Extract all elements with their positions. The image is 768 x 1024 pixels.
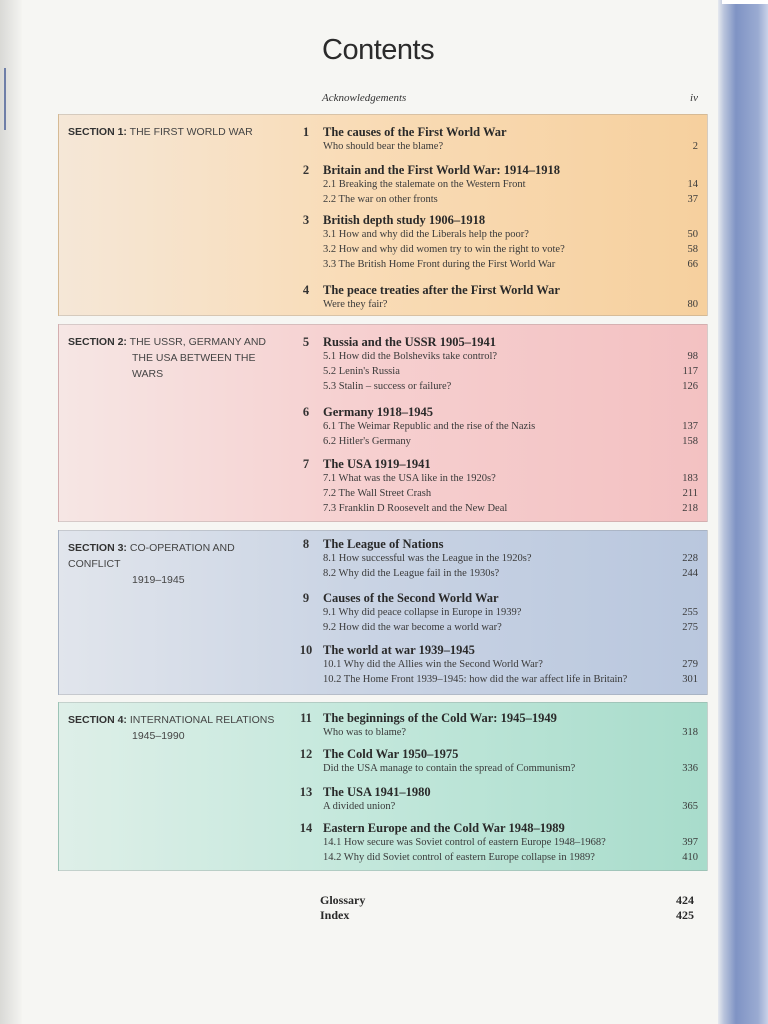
section-box-2 xyxy=(58,324,708,522)
page-number: 318 xyxy=(682,727,698,738)
chapter-subentry[interactable]: Were they fair? xyxy=(323,299,388,310)
section-title-continued: 1919–1945 xyxy=(132,574,185,586)
chapter-subentry[interactable]: 5.3 Stalin – success or failure? xyxy=(323,381,452,392)
page-margin-mark xyxy=(4,68,6,130)
chapter-title[interactable]: Eastern Europe and the Cold War 1948–1989 xyxy=(323,821,565,835)
page-number: 158 xyxy=(682,436,698,447)
section-title-continued: WARS xyxy=(132,368,164,380)
chapter-subentry[interactable]: 7.1 What was the USA like in the 1920s? xyxy=(323,473,496,484)
page-number: 50 xyxy=(687,229,698,240)
page-number: 137 xyxy=(682,421,698,432)
page-title: Contents xyxy=(322,34,435,66)
chapter-title[interactable]: Britain and the First World War: 1914–1918 xyxy=(323,163,561,177)
chapter-number: 2 xyxy=(302,163,310,177)
end-matter-glossary[interactable]: Glossary xyxy=(320,893,366,907)
acknowledgements-entry[interactable]: Acknowledgements xyxy=(322,92,407,104)
chapter-subentry[interactable]: 2.1 Breaking the stalemate on the Western Front xyxy=(323,179,526,190)
page-number: 279 xyxy=(682,659,698,670)
page-number: 98 xyxy=(687,351,698,362)
section-label xyxy=(68,124,283,140)
page-number: 183 xyxy=(682,473,698,484)
chapter-number: 14 xyxy=(299,821,313,835)
chapter-subentry[interactable]: 7.3 Franklin D Roosevelt and the New Deal xyxy=(323,503,508,514)
page-number: 336 xyxy=(682,763,698,774)
section-number: SECTION 4: xyxy=(68,714,127,726)
page-number: 80 xyxy=(687,299,698,310)
page-number: 365 xyxy=(682,801,698,812)
chapter-title[interactable]: The world at war 1939–1945 xyxy=(323,643,475,657)
page-number: 211 xyxy=(682,488,698,499)
chapter-title[interactable]: Germany 1918–1945 xyxy=(323,405,434,419)
page-number: 37 xyxy=(687,194,698,205)
chapter-number: 5 xyxy=(302,335,310,349)
section-title-continued: THE USA BETWEEN THE xyxy=(132,352,256,364)
section-title: THE FIRST WORLD WAR xyxy=(129,126,253,138)
chapter-subentry[interactable]: Did the USA manage to contain the spread of Communism? xyxy=(323,763,576,774)
chapter-number: 10 xyxy=(299,643,313,657)
chapter-number: 13 xyxy=(299,785,313,799)
page-number: 228 xyxy=(682,553,698,564)
book-spine-edge xyxy=(718,0,768,1024)
section-box-1 xyxy=(58,114,708,316)
end-matter-index[interactable]: Index xyxy=(320,908,350,922)
chapter-number: 3 xyxy=(302,213,310,227)
page-number: 58 xyxy=(687,244,698,255)
chapter-title[interactable]: Russia and the USSR 1905–1941 xyxy=(323,335,496,349)
page-number: 275 xyxy=(682,622,698,633)
end-matter-page: 424 xyxy=(676,893,694,907)
chapter-subentry[interactable]: 14.1 How secure was Soviet control of eastern Europe 1948–1968? xyxy=(323,837,606,848)
page-number: 14 xyxy=(687,179,698,190)
chapter-title[interactable]: The League of Nations xyxy=(323,537,444,551)
chapter-subentry[interactable]: 6.2 Hitler's Germany xyxy=(323,436,411,447)
acknowledgements-page: iv xyxy=(690,92,698,104)
chapter-subentry[interactable]: 7.2 The Wall Street Crash xyxy=(323,488,432,499)
section-label xyxy=(68,334,283,382)
chapter-subentry[interactable]: 10.2 The Home Front 1939–1945: how did the war affect life in Britain? xyxy=(323,674,628,685)
page-edge-shadow xyxy=(0,0,22,1024)
chapter-subentry[interactable]: 14.2 Why did Soviet control of eastern Europe collapse in 1989? xyxy=(323,852,595,863)
chapter-number: 4 xyxy=(302,283,310,297)
chapter-number: 1 xyxy=(302,125,310,139)
chapter-title[interactable]: The Cold War 1950–1975 xyxy=(323,747,459,761)
section-title: CO-OPERATION AND CONFLICT xyxy=(68,542,235,570)
section-label xyxy=(68,712,283,744)
chapter-subentry[interactable]: 3.3 The British Home Front during the First World War xyxy=(323,259,556,270)
section-number: SECTION 1: xyxy=(68,126,127,138)
section-label xyxy=(68,540,283,588)
chapter-subentry[interactable]: Who should bear the blame? xyxy=(323,141,444,152)
section-number: SECTION 2: xyxy=(68,336,127,348)
chapter-title[interactable]: The beginnings of the Cold War: 1945–1949 xyxy=(323,711,557,725)
chapter-subentry[interactable]: 5.1 How did the Bolsheviks take control? xyxy=(323,351,498,362)
chapter-number: 7 xyxy=(302,457,310,471)
chapter-subentry[interactable]: 2.2 The war on other fronts xyxy=(323,194,438,205)
section-box-4 xyxy=(58,702,708,871)
page-number: 117 xyxy=(682,366,698,377)
chapter-subentry[interactable]: 5.2 Lenin's Russia xyxy=(323,366,400,377)
page-number: 410 xyxy=(682,852,698,863)
spine-highlight xyxy=(722,0,768,4)
chapter-subentry[interactable]: 8.1 How successful was the League in the 1920s? xyxy=(323,553,532,564)
chapter-title[interactable]: British depth study 1906–1918 xyxy=(323,213,486,227)
chapter-subentry[interactable]: 9.2 How did the war become a world war? xyxy=(323,622,502,633)
chapter-subentry[interactable]: Who was to blame? xyxy=(323,727,407,738)
chapter-title[interactable]: The causes of the First World War xyxy=(323,125,507,139)
page-number: 66 xyxy=(687,259,698,270)
chapter-number: 11 xyxy=(300,711,312,725)
chapter-number: 6 xyxy=(302,405,310,419)
page-number: 2 xyxy=(692,141,698,152)
chapter-subentry[interactable]: 3.1 How and why did the Liberals help the poor? xyxy=(323,229,529,240)
page-number: 301 xyxy=(682,674,698,685)
page-number: 126 xyxy=(682,381,698,392)
section-title: THE USSR, GERMANY AND xyxy=(129,336,267,348)
chapter-subentry[interactable]: A divided union? xyxy=(323,801,396,812)
section-title-continued: 1945–1990 xyxy=(132,730,185,742)
page-number: 255 xyxy=(682,607,698,618)
chapter-subentry[interactable]: 10.1 Why did the Allies win the Second World War? xyxy=(323,659,543,670)
chapter-number: 12 xyxy=(299,747,313,761)
page-number: 397 xyxy=(682,837,698,848)
chapter-number: 9 xyxy=(302,591,310,605)
chapter-title[interactable]: The USA 1919–1941 xyxy=(323,457,431,471)
section-number: SECTION 3: xyxy=(68,542,127,554)
page-number: 218 xyxy=(682,503,698,514)
chapter-subentry[interactable]: 9.1 Why did peace collapse in Europe in 1939? xyxy=(323,607,522,618)
chapter-subentry[interactable]: 8.2 Why did the League fail in the 1930s? xyxy=(323,568,500,579)
section-title: INTERNATIONAL RELATIONS xyxy=(129,714,275,726)
chapter-title[interactable]: The peace treaties after the First World War xyxy=(323,283,560,297)
chapter-subentry[interactable]: 3.2 How and why did women try to win the right to vote? xyxy=(323,244,565,255)
section-box-3 xyxy=(58,530,708,695)
chapter-subentry[interactable]: 6.1 The Weimar Republic and the rise of the Nazis xyxy=(323,421,536,432)
chapter-title[interactable]: The USA 1941–1980 xyxy=(323,785,431,799)
end-matter-page: 425 xyxy=(676,908,694,922)
page-number: 244 xyxy=(682,568,698,579)
chapter-number: 8 xyxy=(302,537,310,551)
chapter-title[interactable]: Causes of the Second World War xyxy=(323,591,499,605)
